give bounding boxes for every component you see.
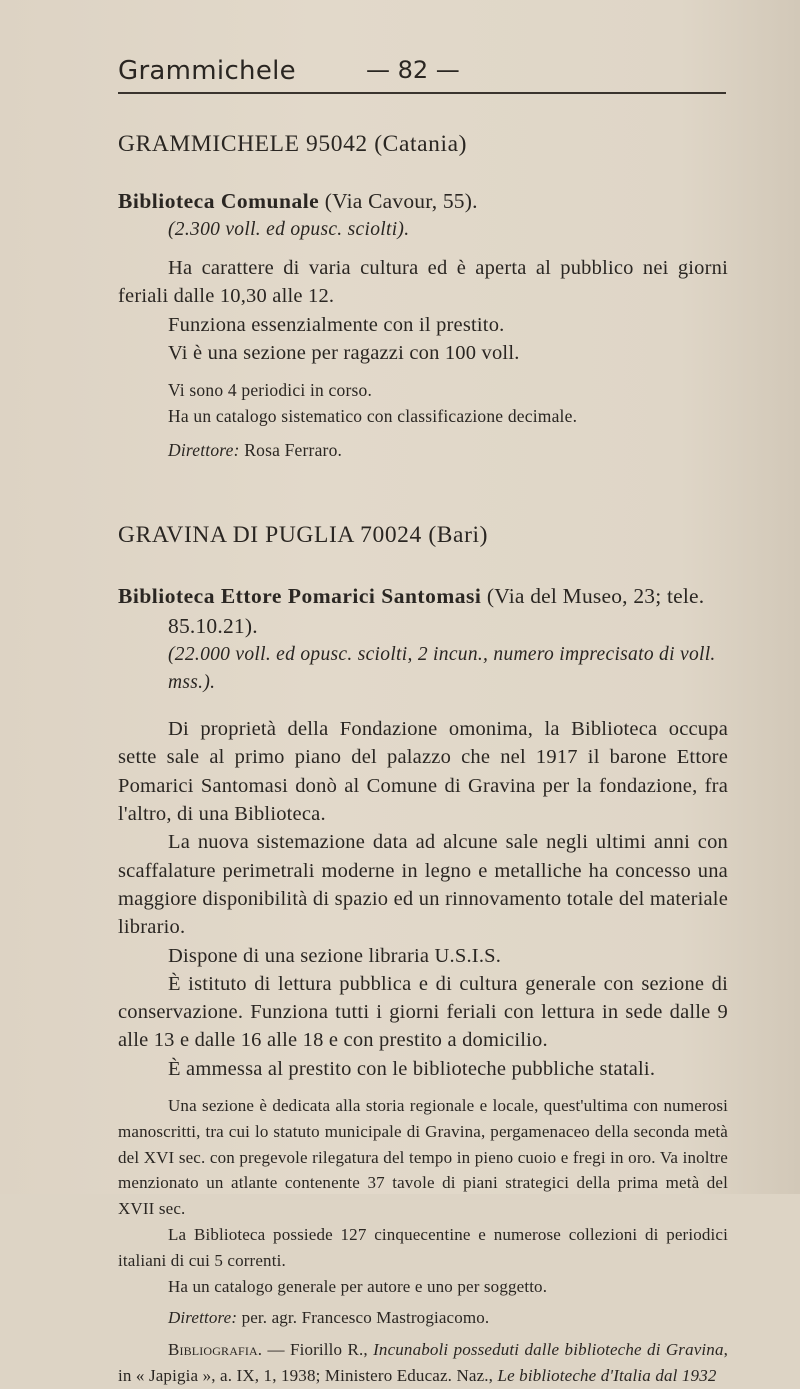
note: Vi sono 4 periodici in corso. — [168, 380, 373, 401]
location-heading: GRAMMICHELE 95042 (Catania) — [118, 131, 468, 157]
note: Ha un catalogo generale per autore e uno per soggetto. — [168, 1276, 548, 1296]
library-name: Biblioteca Comunale — [118, 189, 320, 213]
note: Ha un catalogo sistematico con classificazione decimale. — [168, 406, 578, 427]
library-heading — [118, 186, 728, 216]
running-head-title: Grammichele — [118, 56, 296, 86]
note: Una sezione è dedicata alla storia regionale e locale, quest'ultima con numerosi manoscritti, tra cui lo statuto municipale di Gravina, pergamenaceo della seconda metà del XVI sec. con pregevole rilegatura del tempo in pieno cuoio e fregi in oro. Va inoltre menzionato un atlante contenente 37 tavole di piani strategici della prima metà del XVII sec. — [118, 1096, 728, 1219]
entry-gravina — [118, 519, 728, 1389]
paragraph: È istituto di lettura pubblica e di cultura generale con sezione di conservazione. Funziona tutti i giorni feriali con lettura in sede dalle 9 alle 13 e dalle 16 alle 18 e con prestito a domicilio. — [118, 972, 728, 1052]
note: La Biblioteca possiede 127 cinquecentine e numerose collezioni di periodici italiani di cui 5 correnti. — [118, 1225, 728, 1270]
paragraph: È ammessa al prestito con le biblioteche pubbliche statali. — [168, 1057, 656, 1080]
director-name: Rosa Ferraro. — [239, 440, 343, 461]
library-address: (Via del Museo, 23; tele. 85.10.21). — [168, 584, 705, 639]
bibliography-text: — Fiorillo R., — [262, 1340, 374, 1360]
director-name: per. agr. Francesco Mastrogiacomo. — [237, 1308, 490, 1328]
bibliography — [118, 1337, 728, 1389]
bibliography-title: Le biblioteche d'Italia dal 1932 — [497, 1366, 717, 1386]
holdings: (2.300 voll. ed opusc. sciolti). — [168, 219, 410, 240]
director-line — [118, 1305, 728, 1331]
director-label: Direttore: — [168, 1308, 238, 1328]
director-label: Direttore: — [168, 440, 240, 461]
paragraph: Funziona essenzialmente con il prestito. — [168, 313, 505, 336]
entry-grammichele — [118, 128, 728, 463]
holdings: (22.000 voll. ed opusc. sciolti, 2 incun., numero imprecisato di voll. mss.). — [168, 644, 716, 694]
paragraph: Vi è una sezione per ragazzi con 100 voll. — [168, 341, 520, 364]
bibliography-text: , in « Japigia », a. IX, 1, 1938; Ministero Educaz. Naz., — [118, 1340, 728, 1386]
page-number: — 82 — — [366, 56, 460, 84]
director-line — [118, 437, 728, 463]
page-content — [118, 128, 728, 1389]
location-heading: GRAVINA DI PUGLIA 70024 (Bari) — [118, 522, 489, 549]
paragraph: Dispone di una sezione libraria U.S.I.S. — [168, 944, 502, 967]
bibliography-title: Incunaboli posseduti dalle biblioteche di Gravina — [373, 1340, 724, 1360]
library-address: (Via Cavour, 55). — [319, 189, 478, 213]
library-heading — [118, 581, 728, 641]
paragraph: La nuova sistemazione data ad alcune sale negli ultimi anni con scaffalature perimetrali moderne in legno e metalliche ha concesso una maggiore disponibilità di spazio ed un rinnovamento totale del materiale librario. — [118, 831, 728, 939]
running-head — [118, 52, 726, 94]
bibliography-label: Bibliografia. — [168, 1340, 263, 1360]
paragraph: Di proprietà della Fondazione omonima, la Biblioteca occupa sette sale al primo piano del palazzo che nel 1917 il barone Ettore Pomarici Santomasi donò al Comune di Gravina per la fondazione, fra l'altro, di una Biblioteca. — [118, 718, 728, 826]
library-name: Biblioteca Ettore Pomarici Santomasi — [118, 584, 482, 609]
paragraph: Ha carattere di varia cultura ed è aperta al pubblico nei giorni feriali dalle 10,30 alle 12. — [118, 257, 728, 308]
